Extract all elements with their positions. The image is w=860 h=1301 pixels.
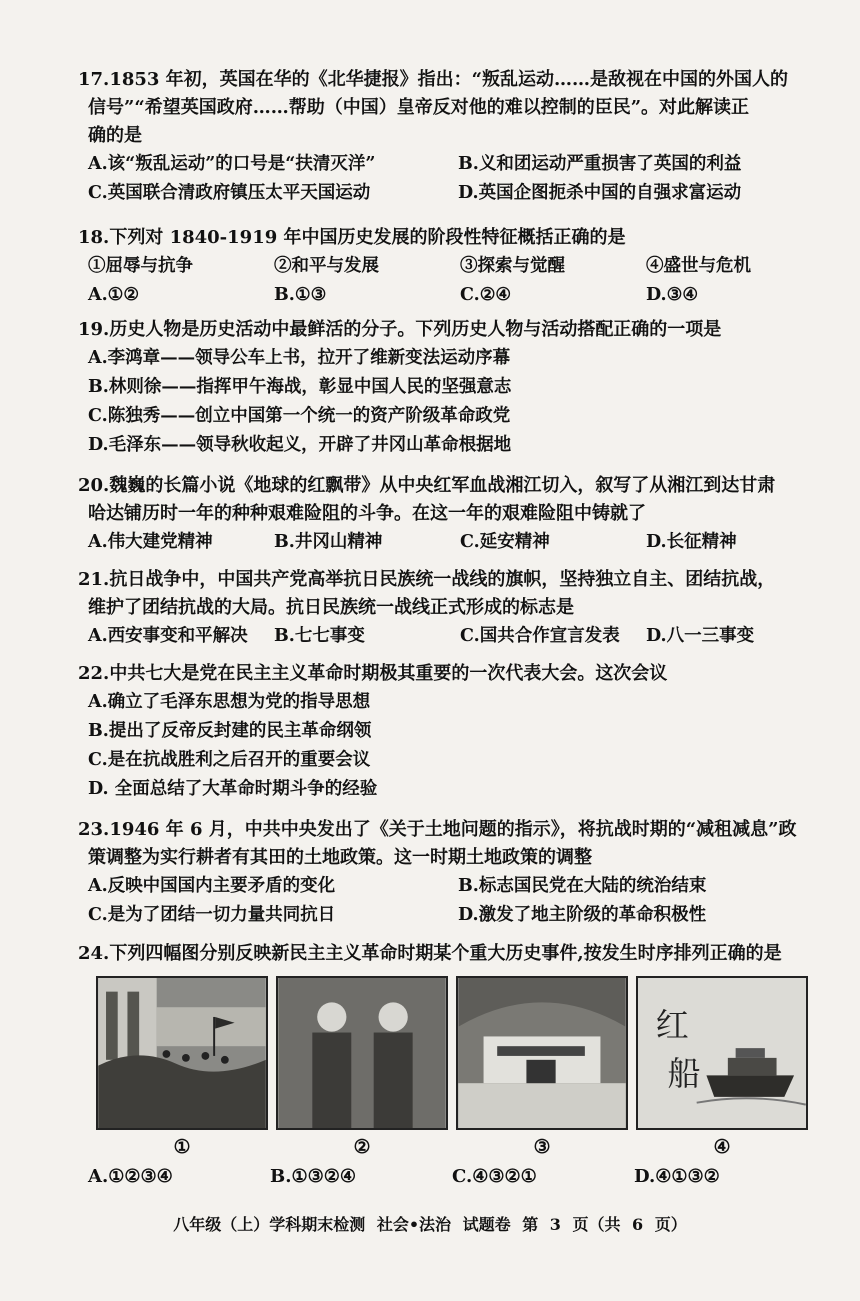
q18-option-a[interactable]: A.①② [88,285,140,305]
q24-image-label-1: ① [173,1136,191,1158]
q18-option-c[interactable]: C.②④ [460,285,512,305]
q19-stem: 19.历史人物是历史活动中最鲜活的分子。下列历史人物与活动搭配正确的一项是 [78,319,722,340]
q18-items-row [78,252,818,281]
question-22 [78,660,818,804]
q18-item-2: ②和平与发展 [274,256,379,276]
q19-option-d[interactable]: D.毛泽东——领导秋收起义，开辟了井冈山革命根据地 [88,435,512,455]
q17-stem-line2: 信号”“希望英国政府……帮助（中国）皇帝反对他的难以控制的臣民”。对此解读正 [88,97,750,118]
q19-option-b[interactable]: B.林则徐——指挥甲午海战，彰显中国人民的坚强意志 [88,377,512,397]
q21-option-a[interactable]: A.西安事变和平解决 [88,626,248,646]
q19-option-a[interactable]: A.李鸿章——领导公车上书，拉开了维新变法运动序幕 [88,348,511,368]
q17-options-row1 [78,150,818,179]
q21-option-b[interactable]: B.七七事变 [274,626,365,646]
q20-option-c[interactable]: C.延安精神 [460,532,550,552]
q20-option-b[interactable]: B.井冈山精神 [274,532,383,552]
q23-stem-line2: 策调整为实行耕者有其田的土地政策。这一时期土地政策的调整 [88,847,592,868]
q24-image-label-4: ④ [713,1136,731,1158]
q24-option-c[interactable]: C.④③②① [452,1166,537,1187]
page-footer: 八年级（上）学科期末检测 社会•法治 试题卷 第 3 页（共 6 页） [173,1215,687,1234]
crowd-photo-image [98,978,266,1128]
q24-image-label-2: ② [353,1136,371,1158]
q18-options-row [78,281,818,310]
q24-image-2 [276,976,448,1130]
q17-option-b[interactable]: B.义和团运动严重损害了英国的利益 [458,154,742,174]
q18-item-1: ①屈辱与抗争 [88,256,193,276]
q23-option-c[interactable]: C.是为了团结一切力量共同抗日 [88,905,336,925]
red-boat-image [638,978,806,1128]
q21-options-row [78,622,818,651]
q21-stem-line1: 21.抗日战争中，中国共产党高举抗日民族统一战线的旗帜，坚持独立自主、团结抗战， [78,569,776,590]
q17-option-a[interactable]: A.该“叛乱运动”的口号是“扶清灭洋” [88,154,376,174]
q21-option-c[interactable]: C.国共合作宣言发表 [460,626,620,646]
q24-options-row [88,1166,818,1187]
q24-stem: 24.下列四幅图分别反映新民主主义革命时期某个重大历史事件,按发生时序排列正确的是 [78,943,782,964]
q20-stem-line2: 哈达铺历时一年的种种艰难险阻的斗争。在这一年的艰难险阻中铸就了 [88,503,646,524]
q17-options-row2 [78,179,818,208]
q23-options-row2 [78,901,818,930]
q23-stem-line1: 23.1946 年 6 月，中共中央发出了《关于土地问题的指示》，将抗战时期的“减租减息”政 [78,819,797,840]
question-21 [78,566,818,651]
q23-option-d[interactable]: D.激发了地主阶级的革命积极性 [458,905,707,925]
svg-text:船: 船 [667,1054,701,1094]
q24-option-a[interactable]: A.①②③④ [88,1166,173,1187]
q22-option-d[interactable]: D. 全面总结了大革命时期斗争的经验 [88,779,378,799]
q20-options-row [78,528,818,557]
question-24 [78,940,818,968]
q20-option-d[interactable]: D.长征精神 [646,532,737,552]
q23-options-row1 [78,872,818,901]
question-17 [78,66,818,208]
q18-stem: 18.下列对 1840-1919 年中国历史发展的阶段性特征概括正确的是 [78,227,626,248]
q22-option-a[interactable]: A.确立了毛泽东思想为党的指导思想 [88,692,371,712]
two-figures-photo-image [278,978,446,1128]
q17-option-c[interactable]: C.英国联合清政府镇压太平天国运动 [88,183,371,203]
q23-option-b[interactable]: B.标志国民党在大陆的统治结束 [458,876,707,896]
q24-image-3 [456,976,628,1130]
q24-image-4 [636,976,808,1130]
question-23 [78,816,818,930]
q22-stem: 22.中共七大是党在民主主义革命时期极其重要的一次代表大会。这次会议 [78,663,668,684]
q22-option-b[interactable]: B.提出了反帝反封建的民主革命纲领 [88,721,372,741]
q21-stem-line2: 维护了团结抗战的大局。抗日民族统一战线正式形成的标志是 [88,597,574,618]
q20-stem-line1: 20.魏巍的长篇小说《地球的红飘带》从中央红军血战湘江切入，叙写了从湘江到达甘肃 [78,475,776,496]
q24-option-b[interactable]: B.①③②④ [270,1166,357,1187]
q18-option-b[interactable]: B.①③ [274,285,327,305]
q19-option-c[interactable]: C.陈独秀——创立中国第一个统一的资产阶级革命政党 [88,406,511,426]
q17-stem-line3: 确的是 [88,125,142,146]
question-18 [78,224,818,310]
q24-image-label-3: ③ [533,1136,551,1158]
q21-option-d[interactable]: D.八一三事变 [646,626,755,646]
question-20 [78,472,818,557]
q22-option-c[interactable]: C.是在抗战胜利之后召开的重要会议 [88,750,371,770]
svg-text:红: 红 [655,1005,689,1045]
q18-option-d[interactable]: D.③④ [646,285,699,305]
q17-option-d[interactable]: D.英国企图扼杀中国的自强求富运动 [458,183,742,203]
q24-image-1 [96,976,268,1130]
q18-item-3: ③探索与觉醒 [460,256,565,276]
q24-image-labels [96,1136,812,1158]
q23-option-a[interactable]: A.反映中国国内主要矛盾的变化 [88,876,336,896]
question-19 [78,316,818,460]
q18-item-4: ④盛世与危机 [646,256,751,276]
q24-pictures [96,976,812,1130]
q17-stem-line1: 17.1853 年初，英国在华的《北华捷报》指出：“叛乱运动……是敌视在中国的外国人的 [78,69,789,90]
q20-option-a[interactable]: A.伟大建党精神 [88,532,213,552]
building-photo-image [458,978,626,1128]
q24-option-d[interactable]: D.④①③② [634,1166,720,1187]
